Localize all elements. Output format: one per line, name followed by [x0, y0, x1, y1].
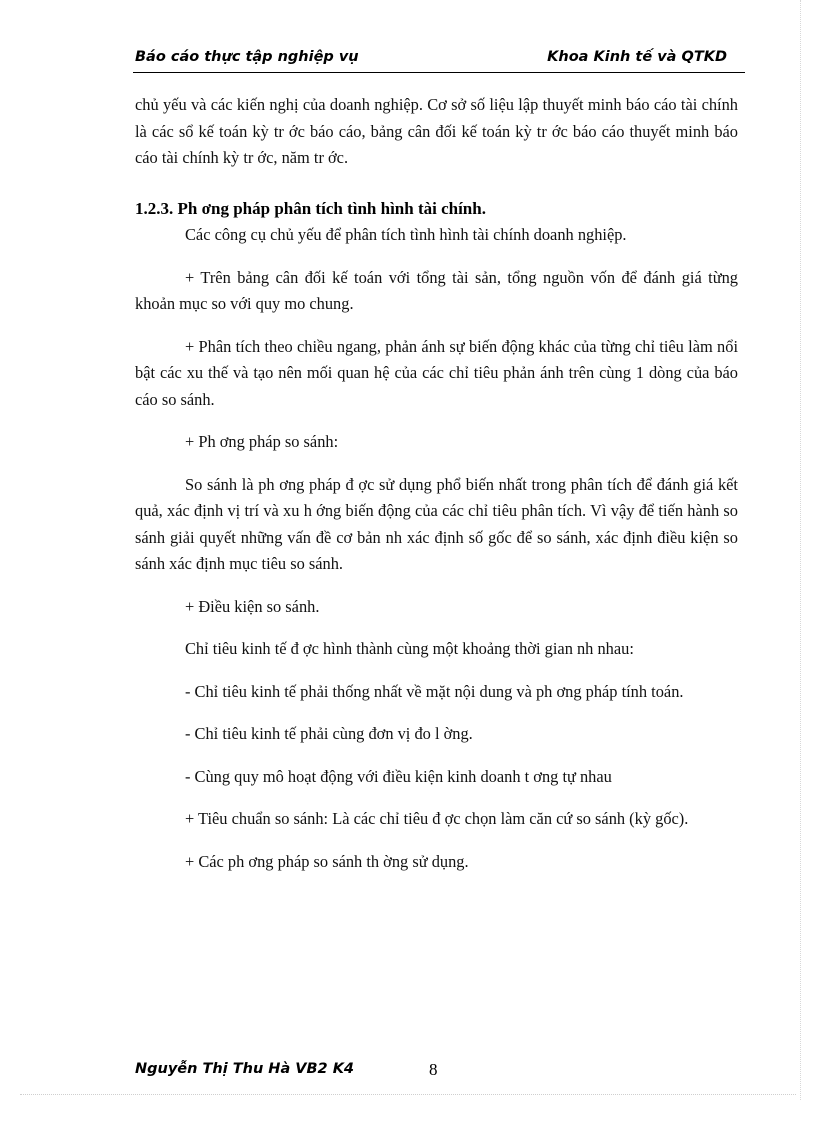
paragraph: + Tiêu chuẩn so sánh: Là các chỉ tiêu đ ợc chọn làm căn cứ so sánh (kỳ gốc).: [185, 809, 689, 828]
header-left-title: Báo cáo thực tập nghiệp vụ: [135, 49, 359, 65]
paragraph: + Trên bảng cân đối kế toán với tổng tài sản, tổng nguồn vốn để đánh giá từng khoản mục so với quy mo chung.: [135, 267, 738, 313]
page-number: 8: [429, 1060, 438, 1079]
paragraph: + Phân tích theo chiều ngang, phản ánh sự biến động khác của từng chỉ tiêu làm nổi bật các xu thế và tạo nên mối quan hệ của các chỉ tiêu phản ánh trên cùng 1 dòng của báo cáo so sánh.: [135, 336, 738, 409]
paragraph: + Điều kiện so sánh.: [185, 596, 320, 616]
paragraph-continuation: chủ yếu và các kiến nghị của doanh nghiệp. Cơ sở số liệu lập thuyết minh báo cáo tài chính là các sổ kế toán kỳ tr ớc báo cáo, bảng cân đối kế toán kỳ tr ớc báo cáo thuyết minh báo cáo tài chính kỳ tr ớc, năm tr ớc.: [135, 95, 738, 167]
page-body: [135, 92, 738, 875]
footer-author: Nguyễn Thị Thu Hà VB2 K4: [135, 1061, 355, 1077]
header-right-title: Khoa Kinh tế và QTKD: [547, 49, 727, 65]
paragraph: Các công cụ chủ yếu để phân tích tình hình tài chính doanh nghiệp.: [185, 225, 627, 244]
paragraph: + Ph ơng pháp so sánh:: [185, 432, 339, 451]
right-dotted-line: [800, 0, 801, 1100]
page-header: [133, 46, 745, 72]
footer-dotted-line: [20, 1094, 796, 1095]
paragraph: - Chỉ tiêu kinh tế phải thống nhất về mặt nội dung và ph ơng pháp tính toán.: [185, 681, 684, 701]
paragraph: - Chỉ tiêu kinh tế phải cùng đơn vị đo l ờng.: [185, 724, 473, 743]
paragraph: - Cùng quy mô hoạt động với điều kiện kinh doanh t ơng tự nhau: [185, 766, 612, 786]
paragraph: Chỉ tiêu kinh tế đ ợc hình thành cùng một khoảng thời gian nh nhau:: [185, 639, 634, 658]
section-heading: 1.2.3. Ph ơng pháp phân tích tình hình tài chính.: [135, 198, 486, 218]
page-footer: [133, 1058, 633, 1084]
paragraph: + Các ph ơng pháp so sánh th ờng sử dụng.: [185, 851, 469, 871]
header-divider: [133, 72, 745, 73]
paragraph: So sánh là ph ơng pháp đ ợc sử dụng phổ biến nhất trong phân tích để đánh giá kết quả, xác định vị trí và xu h ớng biến động của các chỉ tiêu phân tích. Vì vậy để tiến hành so sánh giải quyết những vấn đề cơ bản nh xác định số gốc để so sánh, xác định điều kiện so sánh xác định mục tiêu so sánh.: [135, 474, 738, 573]
